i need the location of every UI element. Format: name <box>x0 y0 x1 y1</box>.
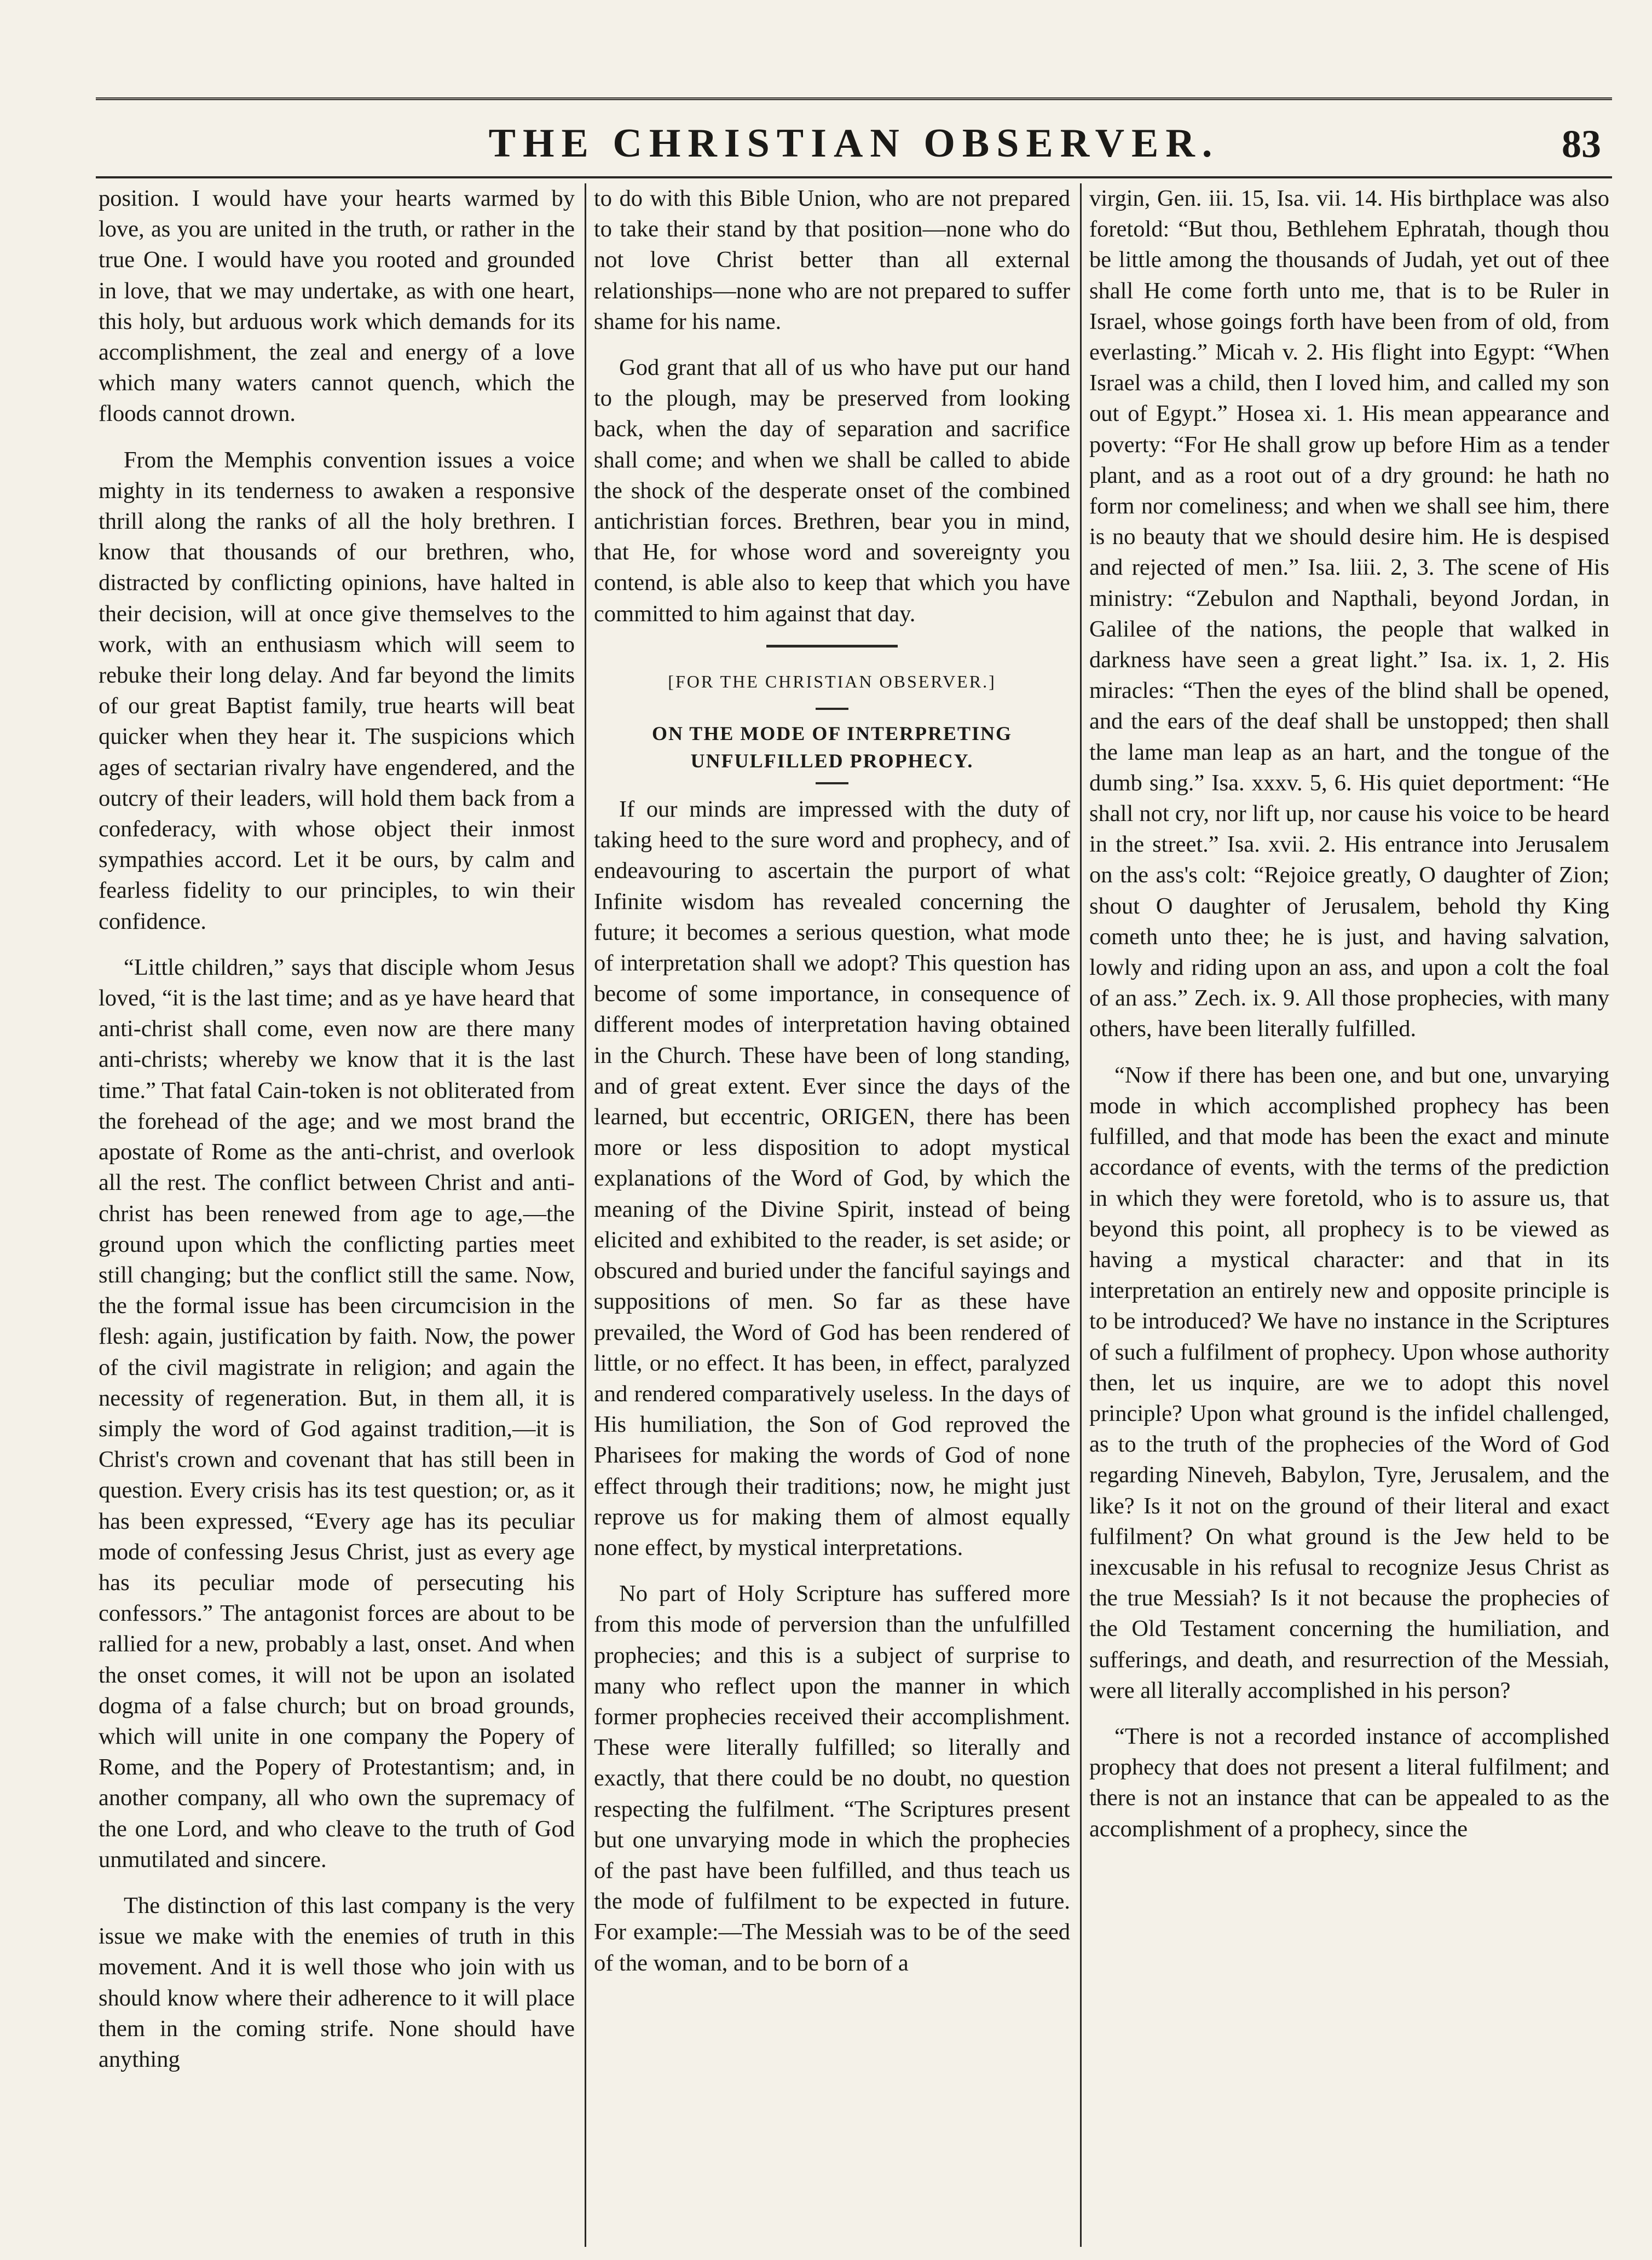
section-divider <box>766 645 898 648</box>
paragraph: to do with this Bible Union, who are not prepared to take their stand by that position—none who do not love Christ better than all external relationships—none who are not prepared to suffer shame for his name. <box>594 186 1070 334</box>
paragraph: From the Memphis convention issues a voice mighty in its tenderness to awaken a responsive thrill along the ranks of all the holy brethren. I know that thousands of our brethren, who, distracted by conflicting opinions, have halted in their decision, will at once give themselves to the work, with an enthusiasm which will seem to rebuke their long delay. And far beyond the limits of our great Baptist family, true hearts will beat quicker when they hear it. The suspicions which ages of sectarian rivalry have engendered, and the outcry of their leaders, will hold them back from a confederacy, with whose object their inmost sympathies accord. Let it be ours, by calm and fearless fidelity to our principles, to win their confidence. <box>99 447 575 934</box>
paragraph: If our minds are impressed with the duty of taking heed to the sure word and prophecy, and of endeavouring to ascertain the purport of what Infinite wisdom has revealed concerning the future; it becomes a serious question, what mode of interpretation shall we adopt? This question has become of some importance, in consequence of different modes of interpretation having obtained in the Church. These have been of long standing, and of great extent. Ever since the days of the learned, but eccentric, ORIGEN, there has been more or less disposition to adopt mystical explanations of the Word of God, by which the meaning of the Divine Spirit, instead of being elicited and exhibited to the reader, is set aside; or obscured and buried under the fanciful sayings and suppositions of men. So far as these have prevailed, the Word of God has been rendered of little, or no effect. It has been, in effect, paralyzed and rendered comparatively useless. In the days of His humiliation, the Son of God reproved the Pharisees for making the words of God of none effect through their traditions; now, he might just reprove us for making them of almost equally none effect, by mystical interpretations. <box>594 796 1070 1560</box>
column-3 <box>1089 183 1609 2241</box>
paragraph: position. I would have your hearts warmed by love, as you are united in the truth, or rather in the true One. I would have you rooted and grounded in love, that we may undertake, as with one heart, this holy, but arduous work which demands for its accomplishment, the zeal and energy of a love which many waters cannot quench, which the floods cannot drown. <box>99 186 575 427</box>
paragraph: virgin, Gen. iii. 15, Isa. vii. 14. His birthplace was also foretold: “But thou, Bethlehem Ephratah, though thou be little among the thousands of Judah, yet out of thee shall He come forth unto me, that is to be Ruler in Israel, whose goings forth have been from of old, from everlasting.” Micah v. 2. His flight into Egypt: “When Israel was a child, then I loved him, and called my son out of Egypt.” Hosea xi. 1. His mean appearance and poverty: “For He shall grow up before Him as a tender plant, and as a root out of a dry ground: he hath no form nor comeliness; and when we shall see him, there is no beauty that we should desire him. He is despised and rejected of men.” Isa. liii. 2, 3. The scene of His ministry: “Zebulon and Napthali, beyond Jordan, in Galilee of the nations, the people that walked in darkness have seen a great light.” Isa. ix. 1, 2. His miracles: “Then the eyes of the blind shall be opened, and the ears of the deaf shall be unstopped; then shall the lame man leap as an hart, and the tongue of the dumb sing.” Isa. xxxv. 5, 6. His quiet deportment: “He shall not cry, nor lift up, nor cause his voice to be heard in the street.” Isa. xvii. 2. His entrance into Jerusalem on the ass's colt: “Rejoice greatly, O daughter of Zion; shout O daughter of Jerusalem, behold thy King cometh unto thee; he is just, and having salvation, lowly and riding upon an ass, and upon a colt the foal of an ass.” Zech. ix. 9. All those prophecies, with many others, have been literally fulfilled. <box>1089 186 1609 1042</box>
article-attribution: [FOR THE CHRISTIAN OBSERVER.] <box>668 671 996 691</box>
small-divider <box>816 708 848 710</box>
paragraph: “There is not a recorded instance of accomplished prophecy that does not present a literal fulfilment; and there is not an instance that can be appealed to as the accomplishment of a prophecy, since the <box>1089 1723 1609 1842</box>
top-double-rule <box>96 97 1612 100</box>
page-title: THE CHRISTIAN OBSERVER. <box>488 121 1220 166</box>
article-heading-line-2: UNFULFILLED PROPHECY. <box>690 750 974 772</box>
paragraph: “Little children,” says that disciple whom Jesus loved, “it is the last time; and as ye have heard that anti-christ shall come, even now are there many anti-christs; whereby we know that it is the last time.” That fatal Cain-token is not obliterated from the forehead of the age; and we most brand the apostate of Rome as the anti-christ, and overlook all the rest. The conflict between Christ and anti-christ has been renewed from age to age,—the ground upon which the conflicting parties meet still changing; but the conflict still the same. Now, the the formal issue has been circumcision in the flesh: again, justification by faith. Now, the power of the civil magistrate in religion; and again the necessity of regeneration. But, in them all, it is simply the word of God against tradition,—it is Christ's crown and covenant that has still been in question. Every crisis has its test question; or, as it has been expressed, “Every age has its peculiar mode of confessing Jesus Christ, just as every age has its peculiar mode of persecuting his confessors.” The antagonist forces are about to be rallied for a new, probably a last, onset. And when the onset comes, it will not be upon an isolated dogma of a false church; but on broad grounds, which will unite in one company the Popery of Rome, and the Popery of Protestantism; and, in another company, all who own the supremacy of the one Lord, and who cleave to the truth of God unmutilated and sincere. <box>99 954 575 1872</box>
column-divider <box>585 183 586 2247</box>
column-divider <box>1080 183 1082 2247</box>
page-number: 83 <box>1562 122 1601 166</box>
masthead <box>96 109 1612 170</box>
small-divider <box>816 782 848 784</box>
paragraph: God grant that all of us who have put our hand to the plough, may be preserved from looking back, when the day of separation and sacrifice shall come; and when we shall be called to abide the shock of the desperate onset of the combined antichristian forces. Brethren, bear you in mind, that He, for whose word and sovereignty you contend, is able also to keep that which you have committed to him against that day. <box>594 355 1070 627</box>
header-rule <box>96 176 1612 178</box>
paragraph: “Now if there has been one, and but one, unvarying mode in which accomplished prophecy has been fulfilled, and that mode has been the exact and minute accordance of events, with the terms of the prediction in which they were foretold, who is to assure us, that beyond this point, all prophecy is to be viewed as having a mystical character: and that in its interpretation an entirely new and opposite principle is to be introduced? We have no instance in the Scriptures of such a fulfilment of prophecy. Upon whose authority then, let us inquire, are we to adopt this novel principle? Upon what ground is the infidel challenged, as to the truth of the prophecies of the Word of God regarding Nineveh, Babylon, Tyre, Jerusalem, and the like? Is it not on the ground of their literal and exact fulfilment? On what ground is the Jew held to be inexcusable in his refusal to recognize Jesus Christ as the true Messiah? Is it not because the prophecies of the Old Testament concerning the humiliation, and sufferings, and death, and resurrection of the Messiah, were all literally accomplished in his person? <box>1089 1062 1609 1703</box>
article-heading-line-1: ON THE MODE OF INTERPRETING <box>651 722 1013 745</box>
paragraph: The distinction of this last company is the very issue we make with the enemies of truth in this movement. And it is well those who join with us should know where their adherence to it will place them in the coming strife. None should have anything <box>99 1892 575 2072</box>
column-2 <box>594 183 1070 2241</box>
paragraph: No part of Holy Scripture has suffered more from this mode of perversion than the unfulfilled prophecies; and this is a subject of surprise to many who reflect upon the manner in which former prophecies received their accomplishment. These were literally fulfilled; so literally and exactly, that there could be no doubt, no question respecting the fulfilment. “The Scriptures present but one unvarying mode in which the prophecies of the past have been fulfilled, and thus teach us the mode of fulfilment to be expected in future. For example:—The Messiah was to be of the seed of the woman, and to be born of a <box>594 1581 1070 1976</box>
column-1 <box>99 183 575 2241</box>
